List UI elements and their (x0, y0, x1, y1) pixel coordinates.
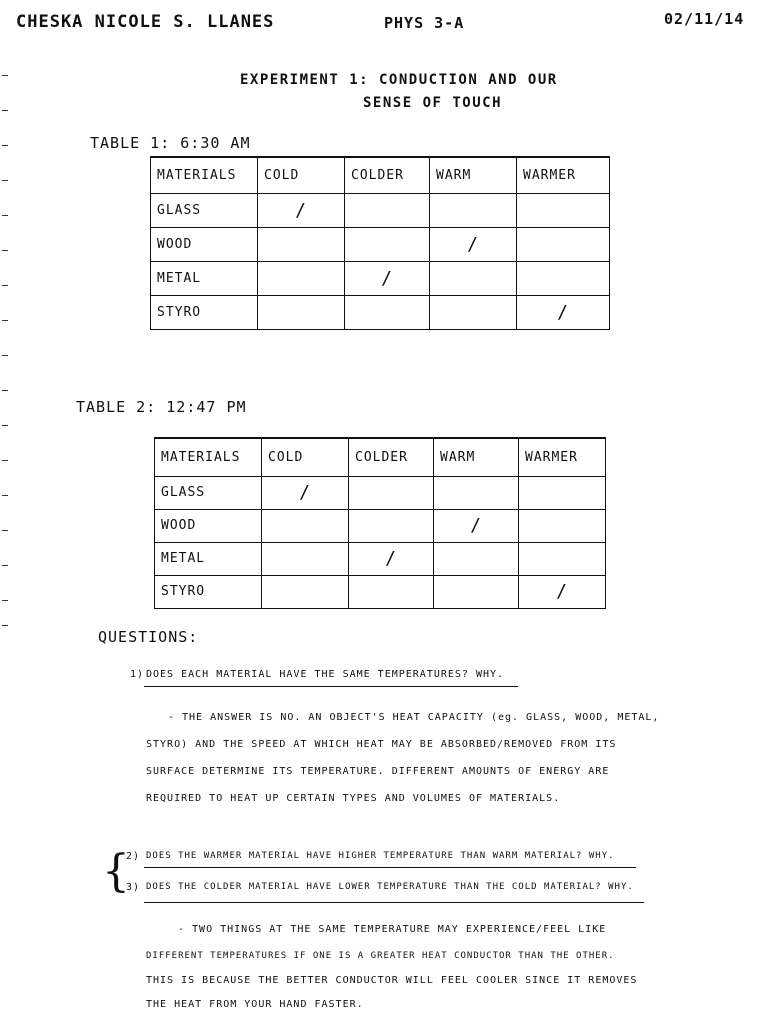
mark-cell (519, 542, 606, 575)
answer-3-line-1: - TWO THINGS AT THE SAME TEMPERATURE MAY EXPERIENCE/FEEL LIKE (178, 924, 607, 935)
mark-cell (349, 476, 434, 509)
mark-cell (430, 295, 517, 329)
material-cell: METAL (151, 261, 258, 295)
student-name: CHESKA NICOLE S. LLANES (16, 12, 275, 32)
answer-1-line-3: SURFACE DETERMINE ITS TEMPERATURE. DIFFERENT AMOUNTS OF ENERGY ARE (146, 766, 610, 777)
mark-cell (430, 261, 517, 295)
mark-cell (434, 542, 519, 575)
mark-cell (258, 227, 345, 261)
header-cold: COLD (262, 438, 349, 476)
question-1-underline (144, 686, 518, 687)
mark-cell (262, 509, 349, 542)
mark-cell: / (345, 261, 430, 295)
experiment-title: EXPERIMENT 1: CONDUCTION AND OUR (240, 72, 558, 88)
header-warm: WARM (430, 157, 517, 193)
mark-cell (258, 295, 345, 329)
mark-cell: / (430, 227, 517, 261)
table2-caption: TABLE 2: 12:47 PM (76, 398, 247, 416)
answer-1-line-4: REQUIRED TO HEAT UP CERTAIN TYPES AND VOLUMES OF MATERIALS. (146, 793, 561, 804)
date-label: 02/11/14 (664, 10, 745, 28)
mark-cell (519, 476, 606, 509)
material-cell: STYRO (151, 295, 258, 329)
table-row (151, 193, 610, 227)
mark-cell: / (517, 295, 610, 329)
answer-1-line-1: - THE ANSWER IS NO. AN OBJECT'S HEAT CAPACITY (eg. GLASS, WOOD, METAL, (168, 712, 660, 723)
mark-cell: / (349, 542, 434, 575)
mark-cell (430, 193, 517, 227)
header-colder: COLDER (349, 438, 434, 476)
question-2-text: DOES THE WARMER MATERIAL HAVE HIGHER TEMPERATURE THAN WARM MATERIAL? WHY. (146, 851, 615, 861)
table-1 (150, 156, 610, 330)
mark-cell (349, 509, 434, 542)
question-3-text: DOES THE COLDER MATERIAL HAVE LOWER TEMPERATURE THAN THE COLD MATERIAL? WHY. (146, 882, 634, 892)
mark-cell (262, 542, 349, 575)
header-colder: COLDER (345, 157, 430, 193)
mark-cell: / (258, 193, 345, 227)
table-row (155, 476, 606, 509)
mark-cell (434, 476, 519, 509)
question-1-number: 1) (130, 669, 145, 680)
mark-cell (517, 227, 610, 261)
table-row (151, 261, 610, 295)
table-row (151, 227, 610, 261)
mark-cell (349, 575, 434, 608)
question-3-number: 3) (126, 882, 141, 893)
question-1-text: DOES EACH MATERIAL HAVE THE SAME TEMPERATURES? WHY. (146, 669, 505, 680)
answer-3-line-4: THE HEAT FROM YOUR HAND FASTER. (146, 999, 364, 1010)
header-warmer: WARMER (517, 157, 610, 193)
table1-caption: TABLE 1: 6:30 AM (90, 134, 251, 152)
answer-3-line-2: DIFFERENT TEMPERATURES IF ONE IS A GREATER HEAT CONDUCTOR THAN THE OTHER. (146, 951, 615, 961)
mark-cell (434, 575, 519, 608)
mark-cell: / (262, 476, 349, 509)
header-materials: MATERIALS (151, 157, 258, 193)
table-row (155, 542, 606, 575)
mark-cell (345, 295, 430, 329)
material-cell: GLASS (155, 476, 262, 509)
table-row (155, 509, 606, 542)
header-cold: COLD (258, 157, 345, 193)
answer-3-line-3: THIS IS BECAUSE THE BETTER CONDUCTOR WILL FEEL COOLER SINCE IT REMOVES (146, 975, 638, 986)
answer-1-line-2: STYRO) AND THE SPEED AT WHICH HEAT MAY BE ABSORBED/REMOVED FROM ITS (146, 739, 617, 750)
table-row (155, 575, 606, 608)
mark-cell (517, 261, 610, 295)
header-warm: WARM (434, 438, 519, 476)
course-label: PHYS 3-A (384, 14, 465, 32)
material-cell: METAL (155, 542, 262, 575)
table-2 (154, 437, 606, 609)
mark-cell: / (434, 509, 519, 542)
header-materials: MATERIALS (155, 438, 262, 476)
mark-cell (517, 193, 610, 227)
brace-icon: { (102, 846, 130, 897)
questions-heading: QUESTIONS: (98, 628, 199, 646)
table-row (151, 295, 610, 329)
mark-cell (345, 227, 430, 261)
material-cell: STYRO (155, 575, 262, 608)
question-3-underline (144, 902, 644, 903)
question-2-number: 2) (126, 851, 141, 862)
material-cell: WOOD (155, 509, 262, 542)
material-cell: GLASS (151, 193, 258, 227)
mark-cell (262, 575, 349, 608)
experiment-subtitle: SENSE OF TOUCH (363, 95, 503, 111)
mark-cell (519, 509, 606, 542)
mark-cell (258, 261, 345, 295)
header-warmer: WARMER (519, 438, 606, 476)
mark-cell: / (519, 575, 606, 608)
question-2-underline (144, 867, 636, 868)
material-cell: WOOD (151, 227, 258, 261)
mark-cell (345, 193, 430, 227)
